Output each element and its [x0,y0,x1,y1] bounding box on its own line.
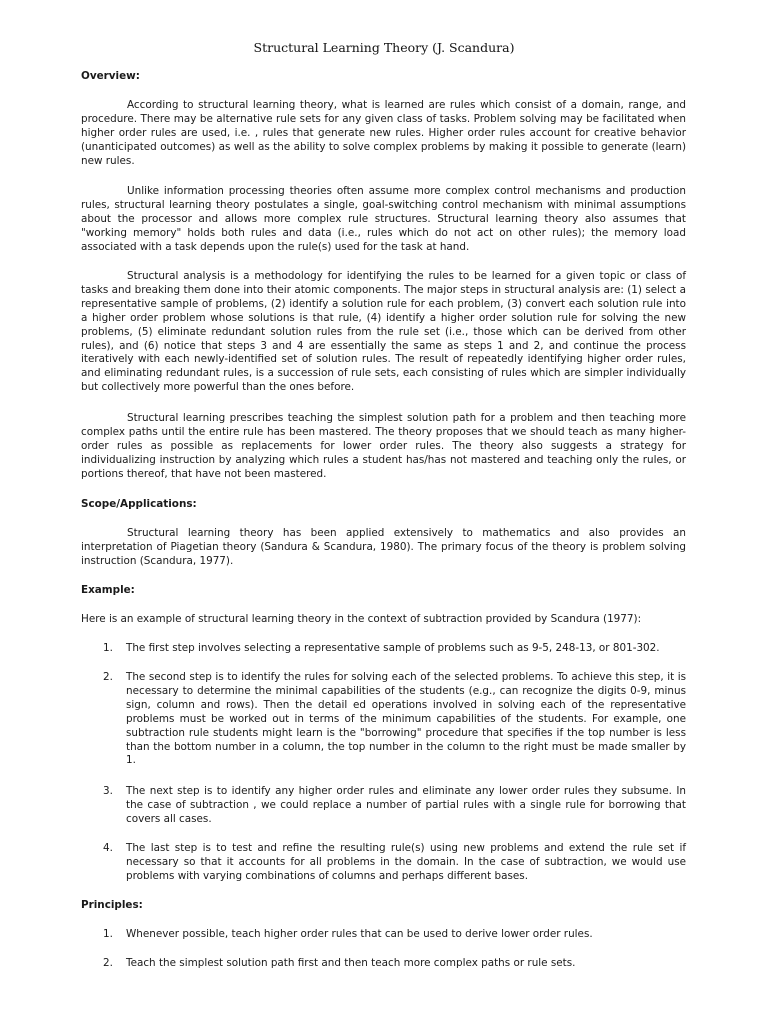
scope-heading: Scope/Applications: [81,498,197,510]
principles-list-item [81,957,686,971]
list-item-number: 2. [103,957,113,969]
example-list-item [81,642,686,656]
document-title: Structural Learning Theory (J. Scandura) [253,40,515,55]
list-item-number: 1. [103,642,113,654]
example-list-item [81,842,686,884]
overview-paragraph-2: Unlike information processing theories often assume more complex control mechanisms and production rules, structural learning theory postulates a single, goal-switching control mechanism with minimal assumptions about the processor and allows more complex rule structures. Structural learning theory also assumes that "working memory" holds both rules and data (i.e., rules which do not act on other rules); the memory load associated with a task depends upon the rule(s) used for the task at hand. [81,185,686,253]
list-item-text: Whenever possible, teach higher order rules that can be used to derive lower order rules. [126,928,593,940]
example-heading: Example: [81,584,135,596]
overview-heading: Overview: [81,70,140,82]
list-item-text: The second step is to identify the rules for solving each of the selected problems. To achieve this step, it is necessary to determine the minimal capabilities of the students (e.g., can recognize the digits 0-9, minus sign, column and rows). Then the detail ed operations involved in solving each of the representative problems must be worked out in terms of the minimum capabilities of the students. For example, one subtraction rule students might learn is the "borrowing" procedure that specifies if the top number is less than the bottom number in a column, the top number in the column to the right must be made smaller by 1. [126,671,686,767]
list-item-text: The next step is to identify any higher order rules and eliminate any lower order rules they subsume. In the case of subtraction , we could replace a number of partial rules with a single rule for borrowing that covers all cases. [126,785,686,825]
overview-paragraph-3: Structural analysis is a methodology for identifying the rules to be learned for a given topic or class of tasks and breaking them done into their atomic components. The major steps in structural analysis are: (1) select a representative sample of problems, (2) identify a solution rule for each problem, (3) convert each solution rule into a higher order problem whose solutions is that rule, (4) identify a higher order solution rule for solving the new problems, (5) eliminate redundant solution rules from the rule set (i.e., those which can be derived from other rules), and (6) notice that steps 3 and 4 are essentially the same as steps 1 and 2, and continue the process iteratively with each newly-identified set of solution rules. The result of repeatedly identifying higher order rules, and eliminating redundant rules, is a succession of rule sets, each consisting of rules which are simpler individually but collectively more powerful than the ones before. [81,270,686,394]
list-item-number: 3. [103,785,113,797]
list-item-number: 1. [103,928,113,940]
list-item-text: The last step is to test and refine the resulting rule(s) using new problems and extend the rule set if necessary so that it accounts for all problems in the domain. In the case of subtraction, we would use problems with varying combinations of columns and perhaps different bases. [126,842,686,882]
scope-paragraph: Structural learning theory has been applied extensively to mathematics and also provides an interpretation of Piagetian theory (Sandura & Scandura, 1980). The primary focus of the theory is problem solving instruction (Scandura, 1977). [81,527,686,567]
list-item-text: The first step involves selecting a representative sample of problems such as 9-5, 248-13, or 801-302. [126,642,660,654]
list-item-text: Teach the simplest solution path first and then teach more complex paths or rule sets. [126,957,576,969]
example-list-item [81,785,686,827]
list-item-number: 2. [103,671,113,683]
example-list-item [81,671,686,768]
principles-list-item [81,928,686,942]
overview-paragraph-1: According to structural learning theory, what is learned are rules which consist of a domain, range, and procedure. There may be alternative rule sets for any given class of tasks. Problem solving may be facilitated when higher order rules are used, i.e. , rules that generate new rules. Higher order rules account for creative behavior (unanticipated outcomes) as well as the ability to solve complex problems by making it possible to generate (learn) new rules. [81,99,686,167]
principles-heading: Principles: [81,899,143,911]
list-item-number: 4. [103,842,113,854]
example-intro: Here is an example of structural learning theory in the context of subtraction provided by Scandura (1977): [81,613,642,625]
overview-paragraph-4: Structural learning prescribes teaching the simplest solution path for a problem and then teaching more complex paths until the entire rule has been mastered. The theory proposes that we should teach as many higher-order rules as possible as replacements for lower order rules. The theory also suggests a strategy for individualizing instruction by analyzing which rules a student has/has not mastered and teaching only the rules, or portions thereof, that have not been mastered. [81,412,686,480]
